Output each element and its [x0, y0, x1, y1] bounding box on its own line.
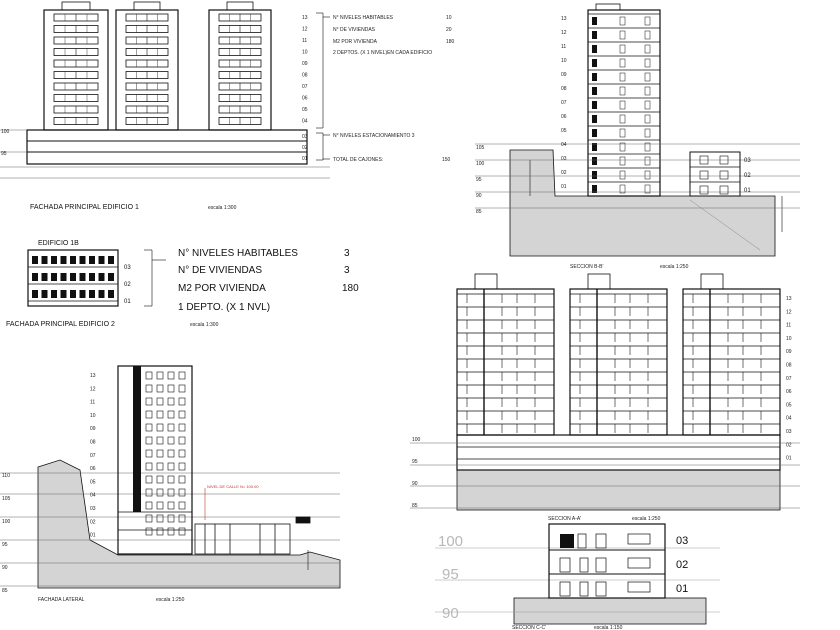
level-label: 13	[561, 16, 567, 22]
window	[168, 515, 174, 522]
drawing-scale: escala 1:250	[660, 264, 689, 270]
tower-outline	[457, 289, 554, 435]
ground-mass	[510, 150, 775, 256]
level-label: 01	[561, 184, 567, 190]
building-elevation	[28, 250, 118, 306]
stats-block	[178, 248, 359, 313]
rooftop-box	[701, 274, 723, 289]
window	[89, 290, 95, 298]
level-label: 03	[90, 506, 96, 512]
level-label: 10	[786, 335, 792, 342]
level-label: 10	[561, 58, 567, 64]
elevation-label: 90	[476, 193, 482, 199]
level-label: 12	[561, 30, 567, 36]
window	[99, 273, 105, 281]
level-label: 12	[302, 26, 308, 33]
window	[592, 73, 597, 81]
drawing-title: FACHADA LATERAL	[38, 597, 85, 603]
window	[179, 476, 185, 483]
window	[157, 398, 163, 405]
section-building	[549, 524, 665, 598]
elevation-label: 95	[2, 542, 8, 548]
elevation-label: 95	[476, 177, 482, 183]
level-label: 10	[302, 49, 308, 56]
window	[168, 424, 174, 431]
window	[146, 463, 152, 470]
window	[146, 450, 152, 457]
elevation-100: 100	[438, 533, 464, 550]
level-label: 04	[302, 118, 308, 125]
ground-lines	[0, 130, 330, 178]
level-label: 01	[302, 156, 308, 162]
fachada-principal-edificio-2	[6, 240, 359, 328]
drawing-scale: escala 1:250	[632, 516, 661, 522]
window	[70, 290, 76, 298]
side-level-01: 01	[744, 188, 751, 194]
window	[99, 256, 105, 264]
window	[179, 463, 185, 470]
drawing-title: SECCION C-C'	[512, 625, 547, 630]
rooftop-box	[475, 274, 497, 289]
window	[168, 372, 174, 379]
elevation-100: 100	[1, 129, 10, 135]
window	[32, 273, 38, 281]
window	[620, 101, 625, 109]
level-label: 04	[786, 415, 792, 422]
window	[168, 411, 174, 418]
stat-value-niveles: 10	[446, 15, 452, 21]
ground-mass	[457, 470, 780, 510]
window	[179, 424, 185, 431]
window	[157, 385, 163, 392]
level-label: 04	[561, 142, 567, 148]
ground-mass	[514, 598, 706, 624]
rooftop-box	[588, 274, 610, 289]
level-label: 10	[90, 412, 96, 419]
elevation-95: 95	[1, 151, 7, 157]
window	[32, 256, 38, 264]
window	[645, 45, 650, 53]
window	[179, 372, 185, 379]
window	[645, 31, 650, 39]
window	[146, 437, 152, 444]
window	[51, 256, 57, 264]
window	[645, 59, 650, 67]
level-label: 03	[561, 156, 567, 162]
fachada-principal-edificio-1	[0, 2, 455, 211]
stat-label-niveles: N° NIVELES HABITABLES	[333, 15, 393, 21]
stat-value-m2: 180	[342, 283, 359, 294]
window	[179, 398, 185, 405]
window	[645, 129, 650, 137]
core-strip	[133, 366, 141, 512]
level-label: 05	[561, 128, 567, 134]
window	[89, 273, 95, 281]
drawing-scale: escala 1:300	[208, 205, 237, 211]
level-bracket	[316, 13, 330, 160]
level-03: 03	[676, 535, 689, 547]
building-heading: EDIFICIO 1B	[38, 240, 79, 247]
window	[592, 171, 597, 179]
section-towers	[457, 274, 780, 470]
rooftop-box	[62, 2, 90, 10]
elevation-label: 90	[2, 565, 8, 571]
level-label: 06	[786, 389, 792, 396]
window	[645, 101, 650, 109]
elevation-label: 105	[476, 145, 485, 151]
drawing-title: SECCION B-B'	[570, 264, 604, 270]
window	[89, 256, 95, 264]
level-label: 04	[90, 492, 96, 499]
window	[157, 489, 163, 496]
stat-label-m2: M2 POR VIVIENDA	[178, 283, 266, 294]
level-label: 02	[302, 145, 308, 151]
elevation-label: 100	[476, 161, 485, 167]
window	[179, 489, 185, 496]
podium	[27, 130, 307, 164]
parking-label: N° NIVELES ESTACIONAMIENTO 3	[333, 133, 415, 139]
elevation-label: 85	[2, 588, 8, 594]
window	[146, 489, 152, 496]
level-label: 11	[90, 399, 96, 406]
level-label: 08	[561, 86, 567, 92]
window	[146, 528, 152, 535]
window	[70, 256, 76, 264]
level-label: 06	[90, 466, 96, 473]
level-labels	[561, 16, 567, 190]
stat-value-m2: 180	[446, 39, 455, 45]
window	[179, 385, 185, 392]
window	[51, 273, 57, 281]
level-01: 01	[676, 583, 689, 595]
window	[146, 424, 152, 431]
seccion-c-c	[435, 524, 720, 630]
level-label: 07	[786, 375, 792, 382]
level-label: 02	[90, 519, 96, 526]
stat-label-viviendas: N° DE VIVIENDAS	[178, 265, 263, 276]
window	[108, 290, 114, 298]
rooftop-box	[227, 2, 253, 10]
lateral-tower	[118, 366, 192, 554]
seccion-a-a	[410, 274, 800, 522]
low-block	[195, 517, 310, 554]
window	[620, 31, 625, 39]
level-label: 07	[302, 84, 308, 90]
window	[620, 59, 625, 67]
elevation-label: 85	[412, 503, 418, 509]
elevation-labels	[2, 473, 11, 594]
window	[51, 290, 57, 298]
elevation-label: 100	[2, 519, 11, 525]
level-label: 11	[302, 38, 308, 44]
stat-label-deptos: 2 DEPTOS. (X 1 NIVEL)EN CADA EDIFICIO	[333, 50, 433, 56]
window	[157, 528, 163, 535]
window	[146, 385, 152, 392]
window	[157, 476, 163, 483]
drawing-scale: escala 1:300	[190, 322, 219, 328]
window	[592, 101, 597, 109]
drawing-title: SECCION A-A'	[548, 516, 582, 522]
window	[592, 45, 597, 53]
window	[146, 411, 152, 418]
level-bracket	[144, 250, 166, 306]
level-label: 09	[302, 61, 308, 67]
level-label: 07	[561, 100, 567, 106]
level-label: 13	[90, 373, 96, 379]
window	[157, 437, 163, 444]
window	[157, 424, 163, 431]
stat-label-m2: M2 POR VIVIENDA	[333, 39, 377, 45]
stat-value-niveles: 3	[344, 248, 350, 259]
level-label: 08	[786, 362, 792, 369]
window	[179, 450, 185, 457]
window	[645, 157, 650, 165]
side-level-02: 02	[744, 173, 751, 179]
stat-value-viviendas: 3	[344, 265, 350, 276]
window	[157, 372, 163, 379]
level-label: 05	[90, 479, 96, 486]
side-level-03: 03	[744, 158, 751, 164]
elevation-95: 95	[442, 566, 459, 583]
window	[80, 273, 86, 281]
level-label: 09	[786, 349, 792, 356]
window	[42, 290, 48, 298]
window	[620, 171, 625, 179]
tower-outline	[683, 289, 780, 435]
level-label: 12	[786, 309, 792, 316]
level-02: 02	[124, 282, 131, 288]
window	[620, 115, 625, 123]
cajones-label: TOTAL DE CAJONES:	[333, 157, 384, 163]
stat-label-depto: 1 DEPTO. (X 1 NVL)	[178, 302, 271, 313]
street-level-note: NIVEL DE CALLE N= 100.00	[207, 484, 259, 489]
elevation-label: 90	[412, 481, 418, 487]
window	[168, 528, 174, 535]
window	[179, 437, 185, 444]
window	[61, 290, 67, 298]
window	[32, 290, 38, 298]
tower-outline	[570, 289, 667, 435]
window	[80, 290, 86, 298]
drawing-title: FACHADA PRINCIPAL EDIFICIO 1	[30, 204, 139, 211]
window	[620, 129, 625, 137]
window	[157, 411, 163, 418]
window	[168, 476, 174, 483]
window	[168, 502, 174, 509]
window	[42, 256, 48, 264]
drawing-title: FACHADA PRINCIPAL EDIFICIO 2	[6, 321, 115, 328]
window	[620, 87, 625, 95]
level-label: 13	[786, 296, 792, 302]
level-label: 07	[90, 452, 96, 459]
window	[146, 398, 152, 405]
rooftop-box	[596, 4, 620, 10]
window	[179, 411, 185, 418]
level-label: 02	[786, 442, 792, 449]
towers	[44, 2, 271, 130]
level-label: 08	[90, 439, 96, 446]
window	[645, 87, 650, 95]
level-labels	[786, 296, 792, 462]
elevation-90: 90	[442, 605, 459, 622]
elevation-label: 110	[2, 473, 10, 479]
window	[157, 450, 163, 457]
window	[146, 502, 152, 509]
window	[179, 502, 185, 509]
stats-block	[333, 15, 455, 163]
level-03: 03	[124, 265, 131, 271]
window	[157, 502, 163, 509]
elevation-labels	[412, 437, 421, 509]
level-label: 02	[561, 170, 567, 176]
level-02: 02	[676, 559, 689, 571]
window	[620, 157, 625, 165]
level-label: 03	[302, 134, 308, 140]
window	[592, 17, 597, 25]
window	[168, 385, 174, 392]
window	[592, 129, 597, 137]
stat-label-niveles: N° NIVELES HABITABLES	[178, 248, 298, 259]
window	[620, 17, 625, 25]
window	[592, 87, 597, 95]
stat-value-viviendas: 20	[446, 27, 452, 33]
window	[168, 398, 174, 405]
window	[146, 476, 152, 483]
level-label: 12	[90, 386, 96, 393]
level-labels	[90, 373, 96, 539]
window	[157, 463, 163, 470]
tower-outline	[118, 366, 192, 554]
level-label: 09	[561, 72, 567, 78]
level-label: 06	[561, 114, 567, 120]
window	[168, 450, 174, 457]
window	[61, 273, 67, 281]
window	[592, 115, 597, 123]
level-label: 03	[786, 429, 792, 435]
elevation-label: 100	[412, 437, 421, 443]
window	[645, 73, 650, 81]
window	[645, 171, 650, 179]
elevation-label: 85	[476, 209, 482, 215]
window	[157, 515, 163, 522]
level-label: 05	[786, 402, 792, 409]
window	[146, 372, 152, 379]
window	[146, 515, 152, 522]
window	[42, 273, 48, 281]
window	[80, 256, 86, 264]
window	[620, 73, 625, 81]
level-01: 01	[124, 299, 131, 305]
level-label: 01	[90, 532, 96, 539]
cajones-value: 150	[442, 157, 451, 163]
window	[592, 59, 597, 67]
rooftop-box	[134, 2, 160, 10]
window	[168, 489, 174, 496]
stat-label-viviendas: N° DE VIVIENDAS	[333, 27, 376, 33]
window	[645, 115, 650, 123]
window	[179, 528, 185, 535]
ground-mass	[38, 460, 340, 588]
level-label: 01	[786, 455, 792, 462]
elevation-label: 95	[412, 459, 418, 465]
window	[592, 157, 597, 165]
drawing-scale: escala 1:150	[594, 625, 623, 630]
drawing-scale: escala 1:250	[156, 597, 185, 603]
side-block	[690, 152, 740, 196]
level-label: 13	[302, 15, 308, 21]
window	[168, 437, 174, 444]
level-label: 05	[302, 107, 308, 113]
window	[108, 273, 114, 281]
window	[592, 31, 597, 39]
window	[645, 17, 650, 25]
window	[70, 273, 76, 281]
level-labels	[302, 15, 308, 162]
window	[620, 45, 625, 53]
seccion-b-b	[475, 4, 800, 270]
window	[61, 256, 67, 264]
elevation-labels	[476, 145, 485, 215]
window	[99, 290, 105, 298]
level-label: 09	[90, 426, 96, 433]
window	[168, 463, 174, 470]
level-label: 11	[786, 322, 792, 329]
elevation-label: 105	[2, 496, 11, 502]
level-label: 06	[302, 95, 308, 102]
fachada-lateral	[0, 366, 340, 603]
window	[179, 515, 185, 522]
level-label: 11	[561, 44, 567, 50]
window	[108, 256, 114, 264]
level-label: 08	[302, 72, 308, 79]
